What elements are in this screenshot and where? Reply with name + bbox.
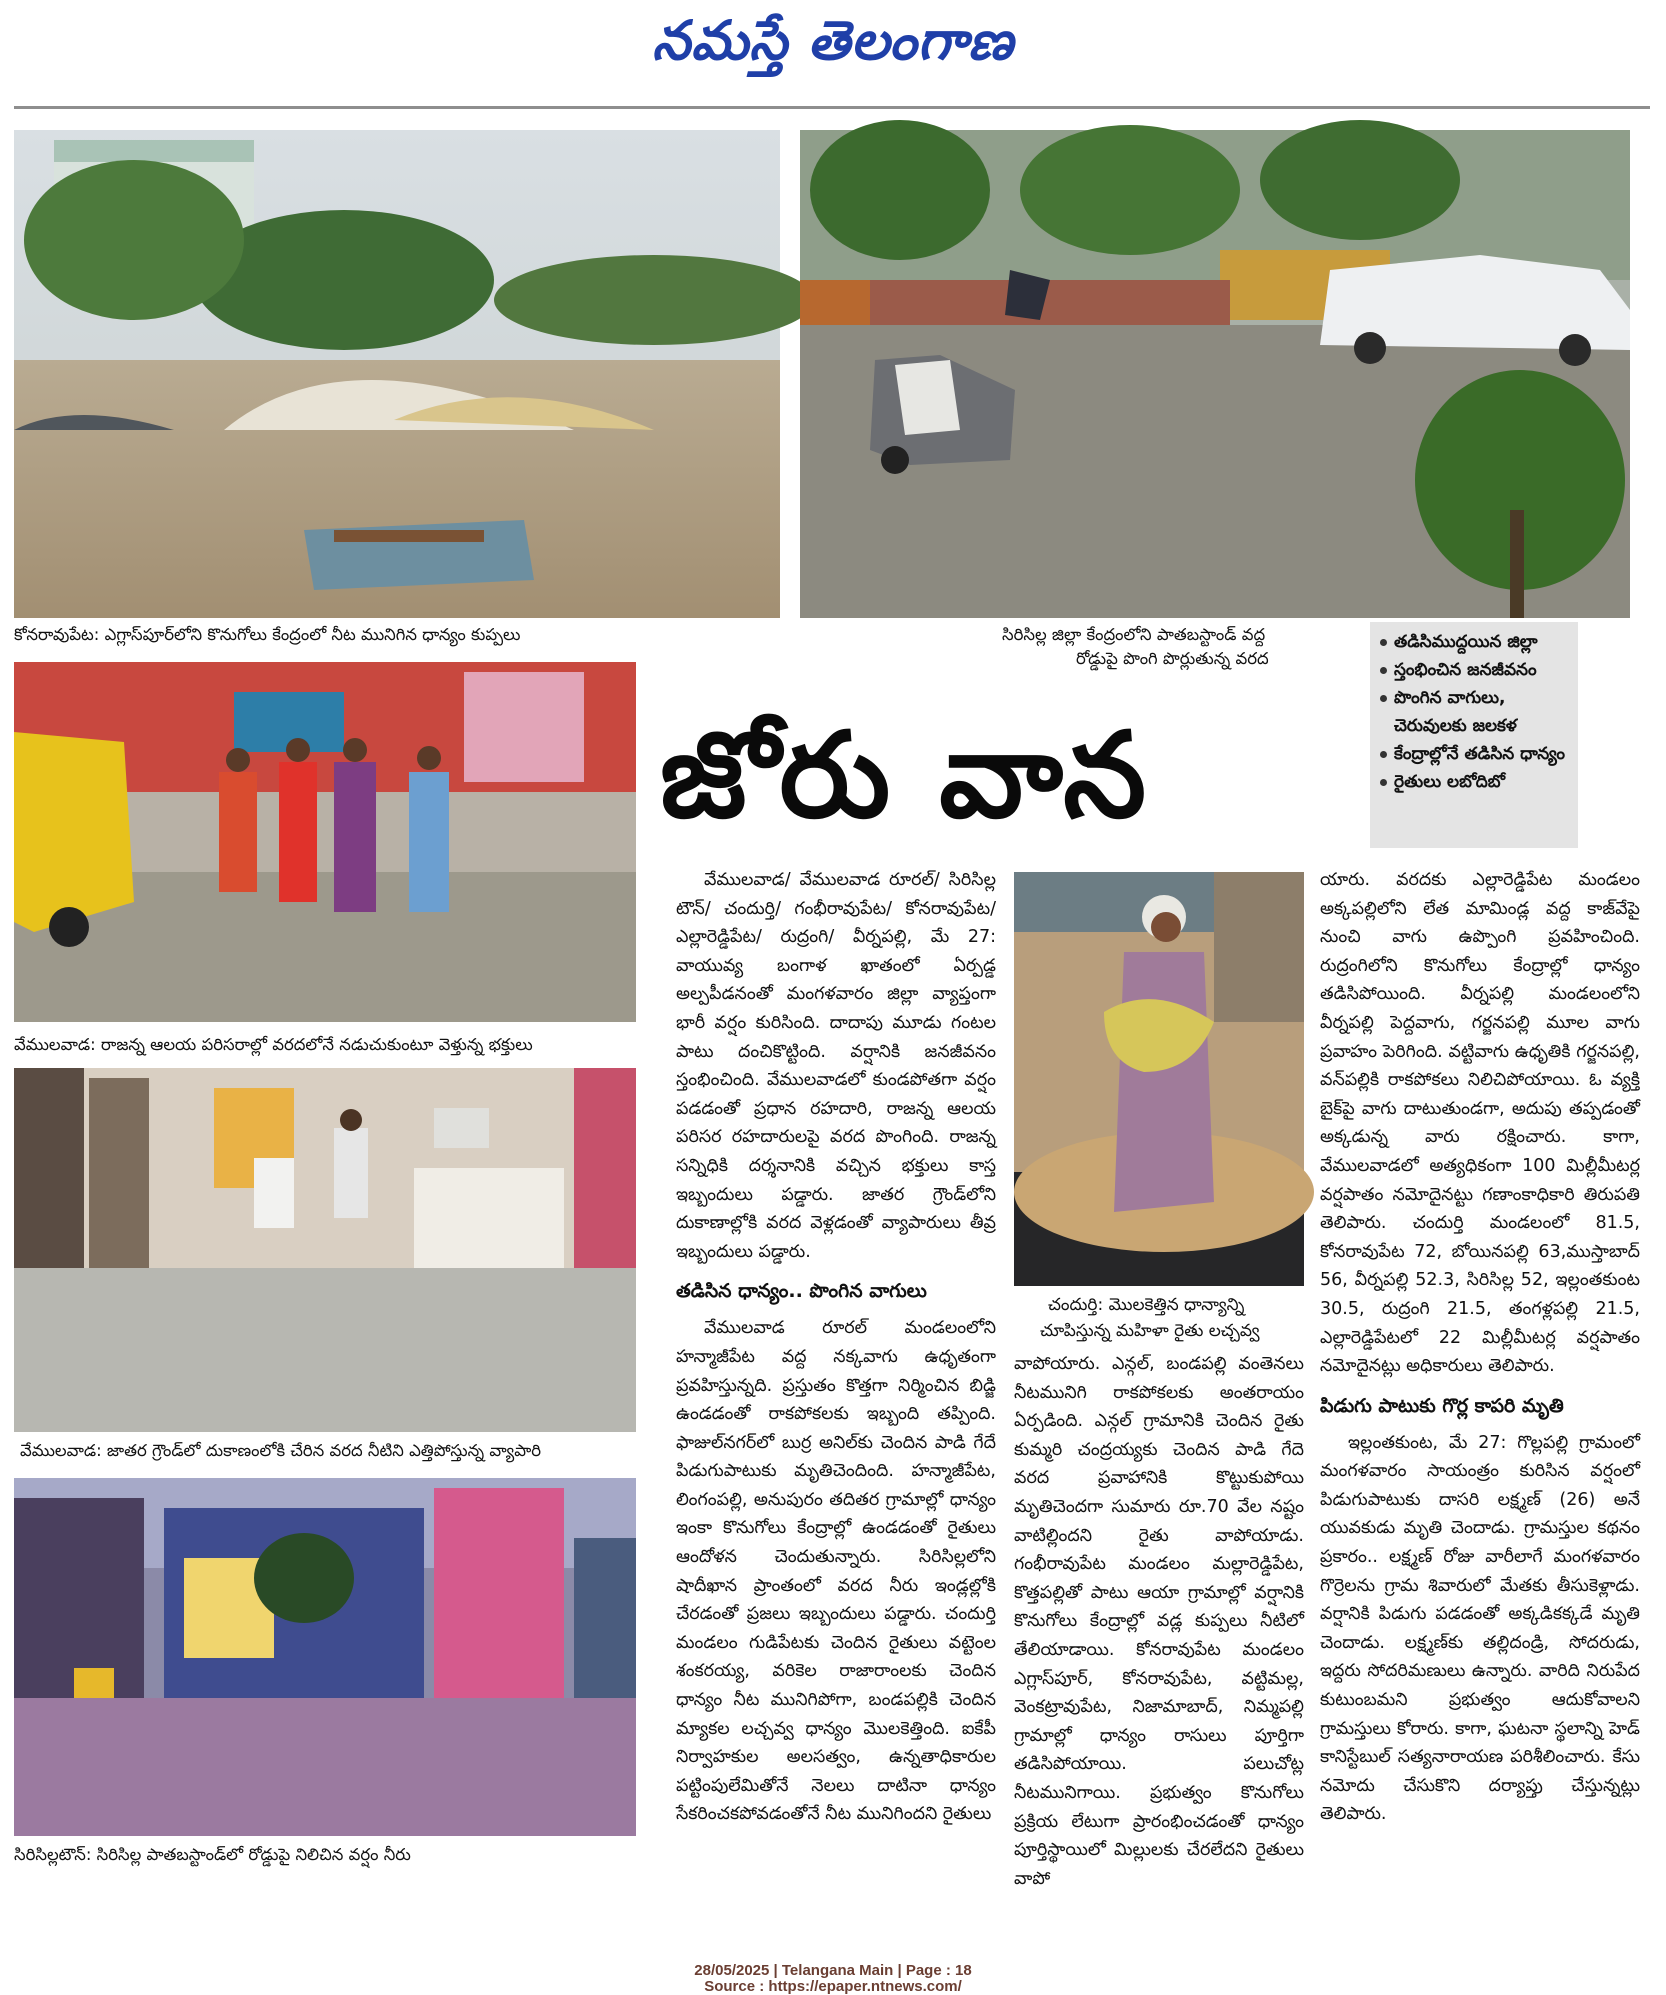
article-paragraph: వాపోయారు. ఎన్గల్, బండపల్లి వంతెనలు నీటమునిగి రాకపోకలకు అంతరాయం ఏర్పడింది. ఎన్గల్ గ్రామానికి చెందిన రైతు కుమ్మరి చంద్రయ్యకు చెందిన పాడి గేదె వరద ప్రవాహానికి కొట్టుకుపోయి మృతిచెందగా సుమారు రూ.70 వేల నష్టం వాటిల్లిందని రైతు వాపోయాడు. గంభీరావుపేట మండలం మల్లారెడ్డిపేట, కొత్తపల్లితో పాటు ఆయా గ్రామాల్లో వర్షానికి కొనుగోలు కేంద్రాల్లో వడ్ల కుప్పలు నీటిలో తేలియాడాయి. కోనరావుపేట మండలం ఎగ్లాస్‌పూర్, కోనరావుపేట, వట్టిమల్ల, వెంకట్రావుపేట, నిజామాబాద్, నిమ్మపల్లి గ్రామాల్లో ధాన్యం రాసులు పూర్తిగా తడిసిపోయాయి. పలుచోట్ల నీటమునిగాయి. ప్రభుత్వం కొనుగోలు ప్రక్రియ లేటుగా ప్రారంభించడంతో ధాన్యం పూర్తిస్థాయిలో మిల్లులకు చేరలేదని రైతులు వాపో xyxy=(1014,1354,1304,1889)
photo-sircilla-bus-stand-water xyxy=(14,1478,636,1836)
article-column-2 xyxy=(1014,1350,1304,1889)
photo-sircilla-road-flood xyxy=(800,130,1630,618)
photo-woman-farmer-sprouted-grain xyxy=(1014,872,1304,1286)
highlight-text: రైతులు లబోదిబో xyxy=(1394,772,1506,792)
bullet-icon xyxy=(1380,751,1387,758)
caption-photo-2-line-2: రోడ్డుపై పొంగి పొర్లుతున్న వరద xyxy=(1076,649,1269,668)
masthead-rule xyxy=(14,106,1650,109)
photo-flooded-grain-heaps xyxy=(14,130,780,618)
article-column-3 xyxy=(1320,866,1640,1876)
highlight-item xyxy=(1370,740,1578,768)
highlight-text: స్తంభించిన జనజీవనం xyxy=(1394,660,1537,680)
footer-source-link[interactable]: Source : https://epaper.ntnews.com/ xyxy=(704,1978,962,1995)
footer-edition-info: 28/05/2025 | Telangana Main | Page : 18 xyxy=(694,1962,972,1979)
article-paragraph: యారు. వరదకు ఎల్లారెడ్డిపేట మండలం అక్కపల్లిలోని లేత మామిండ్ల వద్ద కాజ్‌వేపై నుంచి వాగు ఉప్పొంగి ప్రవహించింది. రుద్రంగిలోని కొనుగోలు కేంద్రాల్లో ధాన్యం తడిసిపోయింది. వీర్నపల్లి మండలంలోని వీర్నపల్లి పెద్దవాగు, గర్జనపల్లి మూల వాగు ప్రవాహం పెరిగింది. వట్టివాగు ఉధృతికి గర్జనపల్లి, వన్‌పల్లికి రాకపోకలు నిలిచిపోయాయి. ఓ వ్యక్తి బైక్‌పై వాగు దాటుతుండగా, అదుపు తప్పడంతో అక్కడున్న వారు రక్షించారు. కాగా, వేములవాడలో అత్యధికంగా 100 మిల్లీమీటర్ల వర్షపాతం నమోదైనట్టు గణాంకాధికారి తిరుపతి తెలిపారు. చందుర్తి మండలంలో 81.5, కోనరావుపేట 72, బోయినపల్లి 63,ముస్తాబాద్ 56, వీర్నపల్లి 52.3, సిరిసిల్ల 52, ఇల్లంతకుంట 30.5, రుద్రంగి 21.5, తంగళ్లపల్లి 21.5, ఎల్లారెడ్డిపేటలో 22 మిల్లీమీటర్ల వర్షపాతం నమోదైనట్లు అధికారులు తెలిపారు. xyxy=(1320,870,1640,1377)
highlight-text: కేంద్రాల్లోనే తడిసిన ధాన్యం xyxy=(1394,744,1566,764)
highlight-item xyxy=(1370,768,1578,796)
highlight-item xyxy=(1370,684,1578,712)
bullet-icon xyxy=(1380,695,1387,702)
article-paragraph: వేములవాడ/ వేములవాడ రూరల్/ సిరిసిల్ల టౌన్/ చందుర్తి/ గంభీరావుపేట/ కోనరావుపేట/ఎల్లారెడ్డిపేట/ రుద్రంగి/ వీర్నపల్లి, మే 27: వాయువ్య బంగాళ ఖాతంలో ఏర్పడ్డ అల్పపీడనంతో మంగళవారం జిల్లా వ్యాప్తంగా భారీ వర్షం కురిసింది. దాదాపు మూడు గంటల పాటు దంచికొట్టింది. వర్షానికి జనజీవనం స్తంభించింది. వేములవాడలో కుండపోతగా వర్షం పడడంతో ప్రధాన రహదారి, రాజన్న ఆలయ పరిసర రహదారులపై వరద పొంగింది. రాజన్న సన్నిధికి దర్శనానికి వచ్చిన భక్తులు కాస్త ఇబ్బందులు పడ్డారు. జాతర గ్రౌండ్‌లోని దుకాణాల్లోకి వరద వెళ్లడంతో వ్యాపారులు తీవ్ర ఇబ్బందులు పడ్డారు. xyxy=(676,870,996,1262)
photo-shopkeeper-removing-water xyxy=(14,1068,636,1432)
article-paragraph: వేములవాడ రూరల్ మండలంలోని హన్మాజీపేట వద్ద నక్కవాగు ఉధృతంగా ప్రవహిస్తున్నది. ప్రస్తుతం కొత్తగా నిర్మించిన బిడ్జి ఉండడంతో రాకపోకలకు ఇబ్బంది తప్పింది. ఫాజుల్‌నగర్‌లో బుర్ర అనిల్‌కు చెందిన పాడి గేదే పిడుగుపాటుకు మృతిచెందింది. హన్మాజీపేట, లింగంపల్లి, అనుపురం తదితర గ్రామాల్లో ధాన్యం ఇంకా కొనుగోలు కేంద్రాల్లో ఉండడంతో రైతులు ఆందోళన చెందుతున్నారు. సిరిసిల్లలోని షాదీఖాన ప్రాంతంలో వరద నీరు ఇండ్లల్లోకి చేరడంతో ప్రజలు ఇబ్బందులు పడ్డారు. చందుర్తి మండలం గుడిపేటకు చెందిన రైతులు వట్టెంల శంకరయ్య, వరికెల రాజారాంలకు చెందిన ధాన్యం నీట మునిగిపోగా, బండపల్లికి చెందిన మ్యాకల లచ్చవ్వ ధాన్యం మొలకెత్తింది. ఐకేపీ నిర్వాహకుల అలసత్వం, ఉన్నతాధికారుల పట్టింపులేమితోనే నెలలు దాటినా ధాన్యం సేకరించకపోవడంతోనే నీట మునిగిందని రైతులు xyxy=(676,1318,996,1825)
photo-devotees-walking-flood xyxy=(14,662,636,1022)
masthead-logo: నమస్తే తెలంగాణ xyxy=(652,8,1014,72)
highlight-text: చెరువులకు జలకళ xyxy=(1394,716,1517,736)
article-column-1 xyxy=(676,866,996,1876)
bullet-icon xyxy=(1380,667,1387,674)
article-subheading: పిడుగు పాటుకు గొర్ల కాపరి మృతి xyxy=(1320,1394,1564,1417)
highlight-text: తడిసిముద్దయిన జిల్లా xyxy=(1394,632,1538,652)
bullet-icon xyxy=(1380,639,1387,646)
bullet-icon xyxy=(1380,779,1387,786)
caption-photo-5-line-2: చూపిస్తున్న మహిళా రైతు లచ్చవ్వ xyxy=(1040,1321,1260,1341)
highlight-item-continued xyxy=(1370,712,1578,740)
highlight-text: పొంగిన వాగులు, xyxy=(1394,688,1506,708)
article-subheading: తడిసిన ధాన్యం.. పొంగిన వాగులు xyxy=(676,1280,927,1303)
highlight-item xyxy=(1370,628,1578,656)
caption-photo-4: వేములవాడ: జాతర గ్రౌండ్‌లో దుకాణంలోకి చేరిన వరద నీటిని ఎత్తిపోస్తున్న వ్యాపారి xyxy=(20,1441,542,1460)
highlight-item xyxy=(1370,656,1578,684)
caption-photo-2-line-1: సిరిసిల్ల జిల్లా కేంద్రంలోని పాతబస్టాండ్ వద్ద xyxy=(1002,625,1266,644)
caption-photo-5-line-1: చందుర్తి: మొలకెత్తిన ధాన్యాన్ని xyxy=(1048,1295,1245,1315)
article-paragraph: ఇల్లంతకుంట, మే 27: గొల్లపల్లి గ్రామంలో మంగళవారం సాయంత్రం కురిసిన వర్షంలో పిడుగుపాటుకు దాసరి లక్ష్మణ్ (26) అనే యువకుడు మృతి చెందాడు. గ్రామస్తుల కథనం ప్రకారం.. లక్ష్మణ్ రోజు వారీలాగే మంగళవారం గొర్రెలను గ్రామ శివారులో మేతకు తీసుకెళ్లాడు. వర్షానికి పిడుగు పడడంతో అక్కడికక్కడే మృతి చెందాడు. లక్ష్మణ్‌కు తల్లిదండ్రి, సోదరుడు, ఇద్దరు సోదరిమణులు ఉన్నారు. వారిది నిరుపేద కుటుంబమని ప్రభుత్వం ఆదుకోవాలని గ్రామస్తులు కోరారు. కాగా, ఘటనా స్థలాన్ని హెడ్ కానిస్టేబుల్ సత్యనారాయణ పరిశీలించారు. కేసు నమోదు చేసుకొని దర్యాప్తు చేస్తున్నట్లు తెలిపారు. xyxy=(1320,1432,1640,1825)
caption-photo-1: కోనరావుపేట: ఎగ్లాస్‌పూర్‌లోని కొనుగోలు కేంద్రంలో నీట మునిగిన ధాన్యం కుప్పలు xyxy=(14,625,521,644)
headline: జోరు వాన xyxy=(660,706,1151,844)
caption-photo-6: సిరిసిల్లటౌన్: సిరిసిల్ల పాతబస్టాండ్‌లో రోడ్డుపై నిలిచిన వర్షం నీరు xyxy=(14,1845,411,1864)
caption-photo-3: వేములవాడ: రాజన్న ఆలయ పరిసరాల్లో వరదలోనే నడుచుకుంటూ వెళ్తున్న భక్తులు xyxy=(14,1035,533,1054)
highlights-box xyxy=(1370,622,1578,848)
